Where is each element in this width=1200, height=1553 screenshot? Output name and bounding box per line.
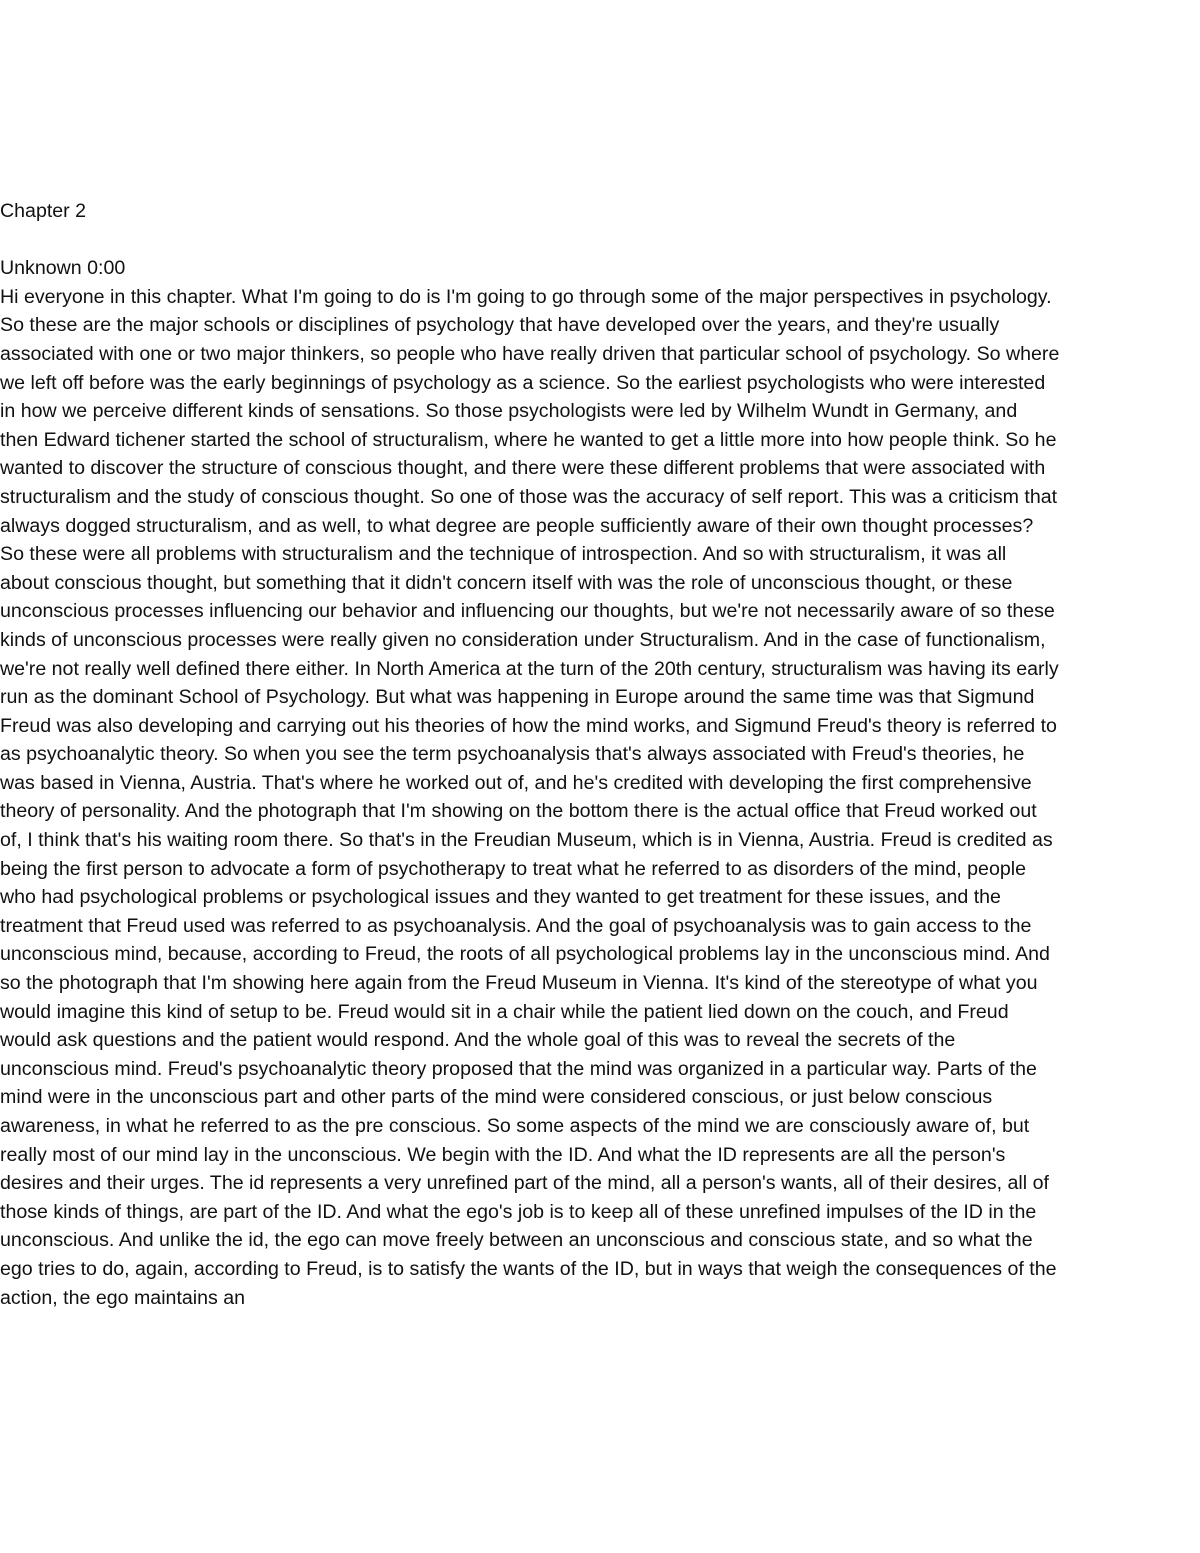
blank-line [0, 226, 1060, 255]
speaker-timestamp: Unknown 0:00 [0, 257, 126, 280]
chapter-title: Chapter 2 [0, 200, 87, 222]
document-page [0, 197, 1060, 1312]
transcript-paragraph: Hi everyone in this chapter. What I'm going to do is I'm going to go through some of the major perspectives in psychology. So these are the major schools or disciplines of psychology that have developed over the years, and they're usually associated with one or two major thinkers, so people who have really driven that particular school of psychology. So where we left off before was the early beginnings of psychology as a science. So the earliest psychologists who were interested in how we perceive different kinds of sensations. So those psychologists were led by Wilhelm Wundt in Germany, and then Edward tichener started the school of structuralism, where he wanted to get a little more into how people think. So he wanted to discover the structure of conscious thought, and there were these different problems that were associated with structuralism and the study of conscious thought. So one of those was the accuracy of self report. This was a criticism that always dogged structuralism, and as well, to what degree are people sufficiently aware of their own thought processes? So these were all problems with structuralism and the technique of introspection. And so with structuralism, it was all about conscious thought, but something that it didn't concern itself with was the role of unconscious thought, or these unconscious processes influencing our behavior and influencing our thoughts, but we're not necessarily aware of so these kinds of unconscious processes were really given no consideration under Structuralism. And in the case of functionalism, we're not really well defined there either. In North America at the turn of the 20th century, structuralism was having its early run as the dominant School of Psychology. But what was happening in Europe around the same time was that Sigmund Freud was also developing and carrying out his theories of how the mind works, and Sigmund Freud's theory is referred to as psychoanalytic theory. So when you see the term psychoanalysis that's always associated with Freud's theories, he was based in Vienna, Austria. That's where he worked out of, and he's credited with developing the first comprehensive theory of personality. And the photograph that I'm showing on the bottom there is the actual office that Freud worked out of, I think that's his waiting room there. So that's in the Freudian Museum, which is in Vienna, Austria. Freud is credited as being the first person to advocate a form of psychotherapy to treat what he referred to as disorders of the mind, people who had psychological problems or psychological issues and they wanted to get treatment for these issues, and the treatment that Freud used was referred to as psychoanalysis. And the goal of psychoanalysis was to gain access to the unconscious mind, because, according to Freud, the roots of all psychological problems lay in the unconscious mind. And so the photograph that I'm showing here again from the Freud Museum in Vienna. It's kind of the stereotype of what you would imagine this kind of setup to be. Freud would sit in a chair while the patient lied down on the couch, and Freud would ask questions and the patient would respond. And the whole goal of this was to reveal the secrets of the unconscious mind. Freud's psychoanalytic theory proposed that the mind was organized in a particular way. Parts of the mind were in the unconscious part and other parts of the mind were considered conscious, or just below conscious awareness, in what he referred to as the pre conscious. So some aspects of the mind we are consciously aware of, but really most of our mind lay in the unconscious. We begin with the ID. And what the ID represents are all the person's desires and their urges. The id represents a very unrefined part of the mind, all a person's wants, all of their desires, all of those kinds of things, are part of the ID. And what the ego's job is to keep all of these unrefined impulses of the ID in the unconscious. And unlike the id, the ego can move freely between an unconscious and conscious state, and so what the ego tries to do, again, according to Freud, is to satisfy the wants of the ID, but in ways that weigh the consequences of the action, the ego maintains an [0, 285, 1060, 1309]
